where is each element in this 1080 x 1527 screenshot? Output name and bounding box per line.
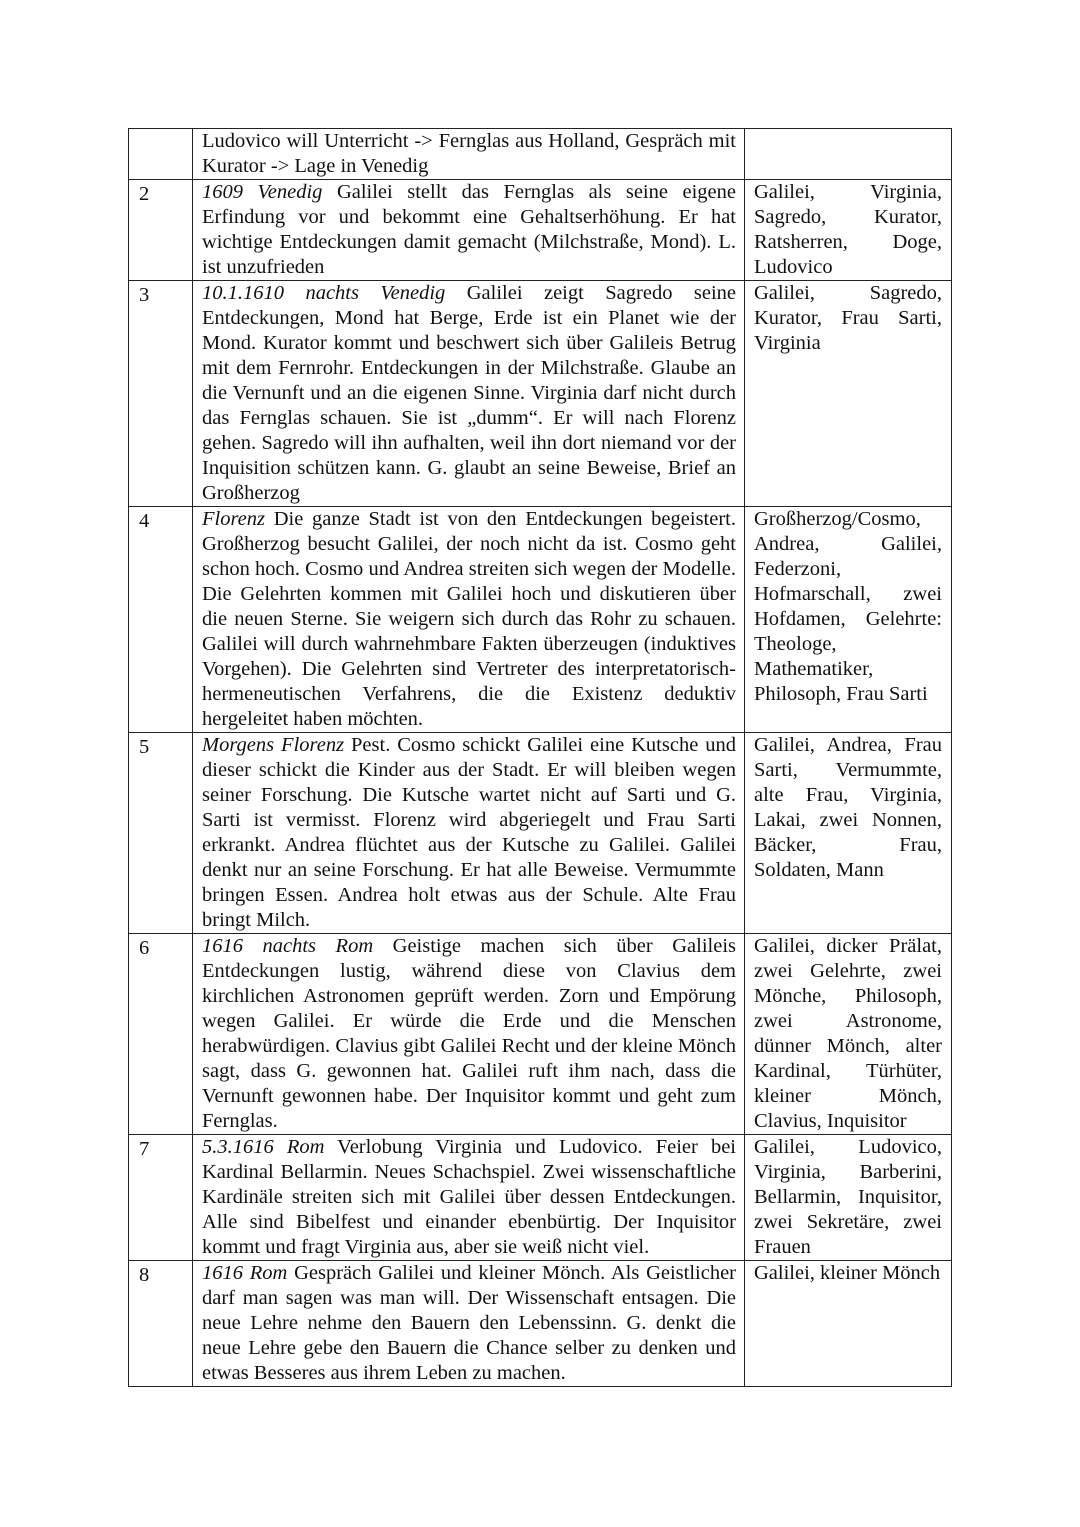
scene-text: Galilei zeigt Sagredo seine Entdeckungen, Mond hat Berge, Erde ist ein Planet wie der Mond. Kurator kommt und beschwert sich über Galileis Betrug mit dem Fernrohr. Entdeckungen in der Milchstraße. Glaube an die Vernunft und an die eigenen Sinne. Virginia darf nicht durch das Fernglas schauen. Sie ist „dumm“. Er will nach Florenz gehen. Sagredo will ihn aufhalten, weil ihn dort niemand vor der Inquisition schützen kann. G. glaubt an seine Beweise, Brief an Großherzog	[202, 282, 737, 504]
scene-number: 4	[129, 507, 193, 733]
scene-heading: 1616 Rom	[202, 1262, 288, 1284]
scene-text: Galilei stellt das Fernglas als seine eigene Erfindung vor und bekommt eine Gehaltserhöhung. Er hat wichtige Entdeckungen damit gemacht (Milchstraße, Mond). L. ist unzufrieden	[202, 181, 736, 278]
scene-text: Ludovico will Unterricht -> Fernglas aus Holland, Gespräch mit Kurator -> Lage in Venedig	[202, 130, 736, 177]
scene-number: 6	[129, 934, 193, 1135]
scene-description	[193, 507, 745, 733]
scene-heading: 1616 nachts Rom	[202, 935, 374, 957]
scene-characters: Galilei, Sagredo, Kurator, Frau Sarti, Virginia	[745, 281, 952, 507]
scene-text: Die ganze Stadt ist von den Entdeckungen begeistert. Großherzog besucht Galilei, der noch nicht da ist. Cosmo geht schon hoch. Cosmo und Andrea streiten sich wegen der Modelle. Die Gelehrten kommen mit Galilei hoch und diskutieren über die neuen Sterne. Sie weigern sich durch das Rohr zu schauen. Galilei will durch wahrnehmbare Fakten überzeugen (induktives Vorgehen). Die Gelehrten sind Vertreter des interpretatorisch-hermeneutischen Verfahrens, die die Existenz deduktiv hergeleitet haben möchten.	[202, 508, 736, 730]
scene-table	[128, 128, 952, 1387]
table-row	[129, 733, 952, 934]
scene-number: 2	[129, 180, 193, 281]
scene-number: 3	[129, 281, 193, 507]
scene-text: Pest. Cosmo schickt Galilei eine Kutsche und dieser schickt die Kinder aus der Stadt. Er will bleiben wegen seiner Forschung. Die Kutsche wartet nicht auf Sarti und G. Sarti ist vermisst. Florenz wird abgeriegelt und Frau Sarti erkrankt. Andrea flüchtet aus der Kutsche zu Galilei. Galilei denkt nur an seine Forschung. Er hat alle Beweise. Vermummte bringen Essen. Andrea holt etwas aus der Schule. Alte Frau bringt Milch.	[202, 734, 736, 931]
scene-characters: Galilei, dicker Prälat, zwei Gelehrte, zwei Mönche, Philosoph, zwei Astronome, dünner Mönch, alter Kardinal, Türhüter, kleiner Mönch, Clavius, Inquisitor	[745, 934, 952, 1135]
scene-heading: Florenz	[202, 508, 266, 530]
table-row	[129, 934, 952, 1135]
scene-text: Geistige machen sich über Galileis Entdeckungen lustig, während diese von Clavius dem kirchlichen Astronomen geprüft werden. Zorn und Empörung wegen Galilei. Er würde die Erde und die Menschen herabwürdigen. Clavius gibt Galilei Recht und der kleine Mönch sagt, dass G. gewonnen hat. Galilei ruft ihm nach, dass die Vernunft gewonnen habe. Der Inquisitor kommt und geht zum Fernglas.	[202, 935, 736, 1132]
scene-characters: Galilei, Andrea, Frau Sarti, Vermummte, alte Frau, Virginia, Lakai, zwei Nonnen, Bäcker, Frau, Soldaten, Mann	[745, 733, 952, 934]
scene-number: 8	[129, 1261, 193, 1387]
table-row	[129, 1135, 952, 1261]
scene-description	[193, 733, 745, 934]
scene-number: 7	[129, 1135, 193, 1261]
scene-characters: Großherzog/Cosmo, Andrea, Galilei, Federzoni, Hofmarschall, zwei Hofdamen, Gelehrte: Theologe, Mathematiker, Philosoph, Frau Sarti	[745, 507, 952, 733]
scene-characters: Galilei, kleiner Mönch	[745, 1261, 952, 1387]
scene-characters	[745, 129, 952, 180]
scene-heading: 5.3.1616 Rom	[202, 1136, 325, 1158]
table-row	[129, 1261, 952, 1387]
scene-description	[193, 129, 745, 180]
table-row	[129, 180, 952, 281]
scene-description	[193, 180, 745, 281]
scene-description	[193, 281, 745, 507]
scene-heading: 10.1.1610 nachts Venedig	[202, 282, 446, 304]
scene-heading: Morgens Florenz	[202, 734, 345, 756]
scene-description	[193, 934, 745, 1135]
scene-description	[193, 1261, 745, 1387]
scene-text: Verlobung Virginia und Ludovico. Feier bei Kardinal Bellarmin. Neues Schachspiel. Zwei wissenschaftliche Kardinäle streiten sich mit Galilei über dessen Entdeckungen. Alle sind Bibelfest und einander ebenbürtig. Der Inquisitor kommt und fragt Virginia aus, aber sie weiß nicht viel.	[202, 1136, 736, 1258]
scene-number: 5	[129, 733, 193, 934]
table-row	[129, 281, 952, 507]
table-row	[129, 129, 952, 180]
scene-characters: Galilei, Virginia, Sagredo, Kurator, Ratsherren, Doge, Ludovico	[745, 180, 952, 281]
scene-text: Gespräch Galilei und kleiner Mönch. Als Geistlicher darf man sagen was man will. Der Wissenschaft entsagen. Die neue Lehre nehme den Bauern den Lebenssinn. G. denkt die neue Lehre gebe den Bauern die Chance selber zu denken und etwas Besseres aus ihrem Leben zu machen.	[202, 1262, 737, 1384]
scene-heading: 1609 Venedig	[202, 181, 323, 203]
scene-description	[193, 1135, 745, 1261]
scene-characters: Galilei, Ludovico, Virginia, Barberini, Bellarmin, Inquisitor, zwei Sekretäre, zwei Frauen	[745, 1135, 952, 1261]
scene-number	[129, 129, 193, 180]
table-row	[129, 507, 952, 733]
